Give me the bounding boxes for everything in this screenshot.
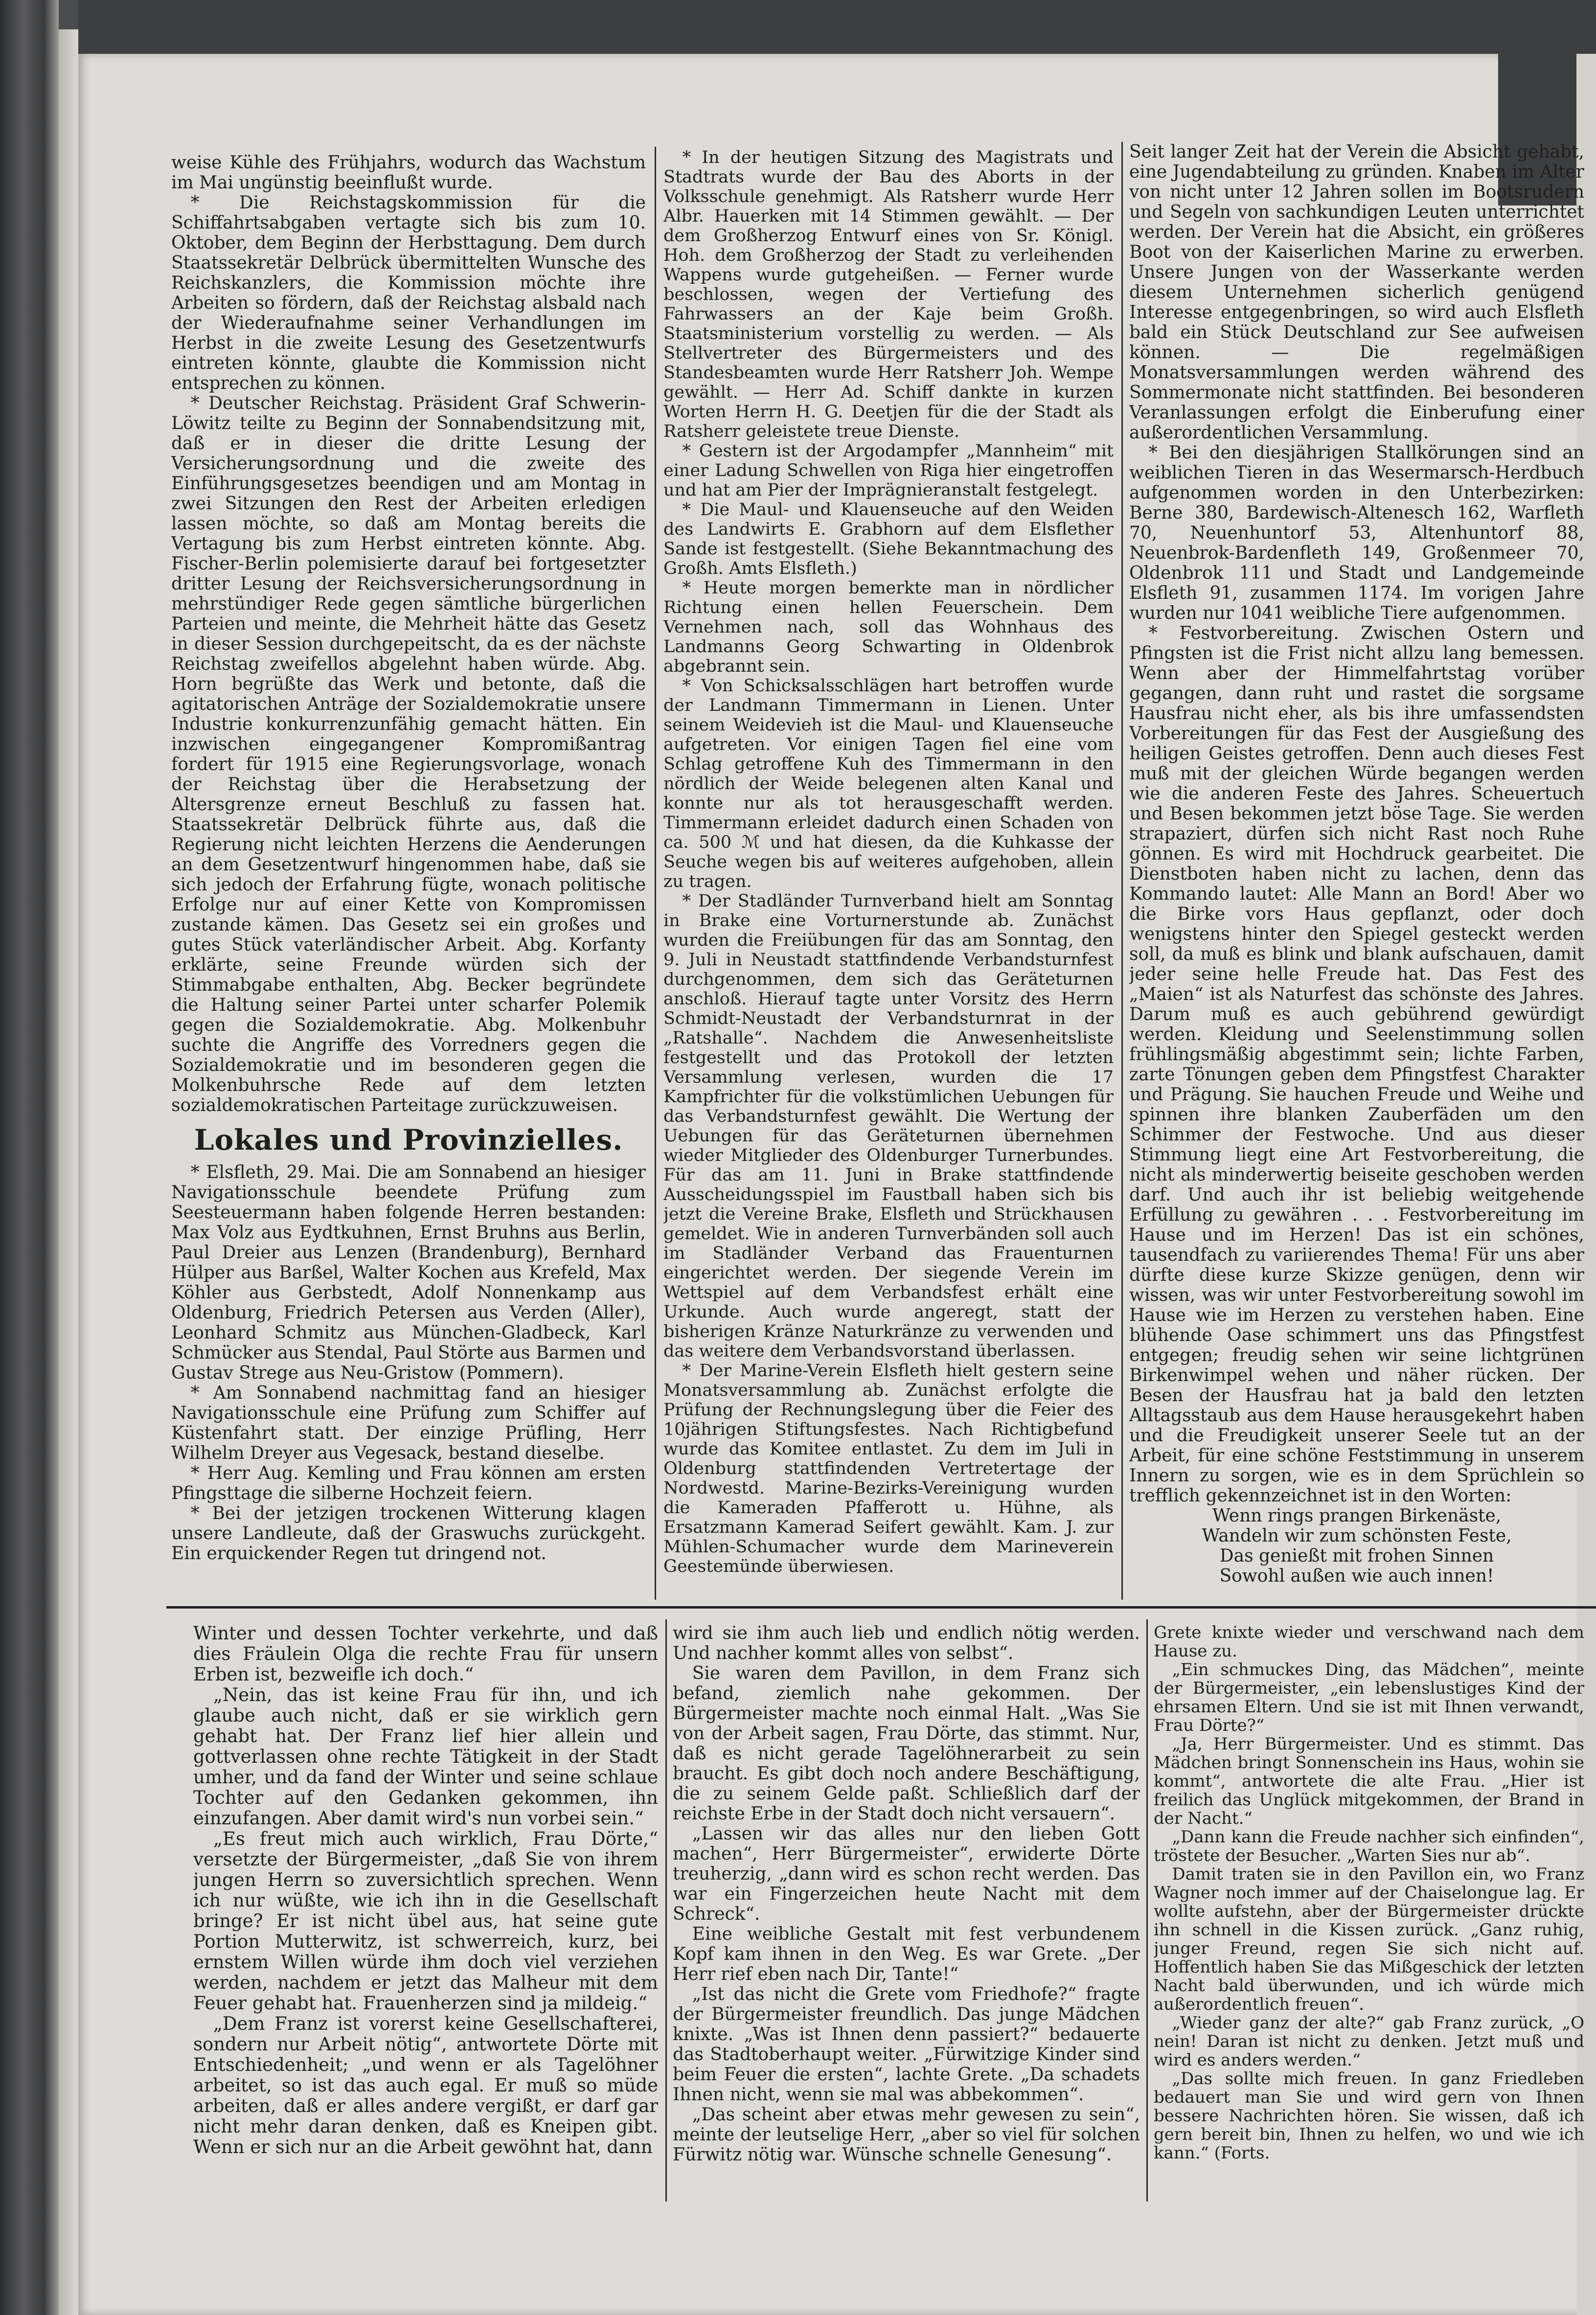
paragraph: „Ja, Herr Bürgermeister. Und es stimmt. Das Mädchen bringt Sonnenschein ins Haus, wohin sie kommt“, antwortete die alte Frau. „Hier ist freilich das Unglück mitgekommen, der Brand in der Nacht.“	[1154, 1734, 1584, 1828]
paragraph: Grete knixte wieder und verschwand nach dem Hause zu.	[1154, 1623, 1584, 1661]
paragraph: * Herr Aug. Kemling und Frau können am ersten Pfingsttage die silberne Hochzeit feiern.	[171, 1463, 646, 1503]
paragraph: * Die Reichstagskommission für die Schiffahrtsabgaben vertagte sich bis zum 10. Oktober, dem Beginn der Herbsttagung. Dem durch Staatssekretär Delbrück übermittelten Wunsche des Reichskanzlers, die Kommission möchte ihre Arbeiten so fördern, daß der Reichstag alsbald nach der Wiederaufnahme seiner Verhandlungen im Herbst in die zweite Lesung des Gesetzentwurfs eintreten könnte, glaubte die Kommission nicht entsprechen zu können.	[171, 193, 646, 393]
paragraph: * Bei der jetzigen trockenen Witterung klagen unsere Landleute, daß der Graswuchs zurückgeht. Ein erquickender Regen tut dringend not.	[171, 1503, 646, 1564]
paragraph: * Die Maul- und Klauenseuche auf den Weiden des Landwirts E. Grabhorn auf dem Elsflether Sande ist festgestellt. (Siehe Bekanntmachung des Großh. Amts Elsfleth.)	[663, 500, 1114, 578]
poem-line: Wandeln wir zum schönsten Feste,	[1202, 1526, 1512, 1546]
page-edge	[59, 29, 78, 2315]
paragraph: Eine weibliche Gestalt mit fest verbundenem Kopf kam ihnen in den Weg. Es war Grete. „Der Herr rief eben nach Dir, Tante!“	[673, 1924, 1140, 1984]
paragraph: „Nein, das ist keine Frau für ihn, und ich glaube auch nicht, daß er sie wirklich gern gehabt hat. Der Franz lief hier allein und gottverlassen ohne rechte Tätigkeit in der Stadt umher, und da fand der Winter und seine schlaue Tochter auf den Gedanken gekommen, ihn einzufangen. Aber damit wird's nun vorbei sein.“	[193, 1684, 658, 1829]
poem-line: Sowohl außen wie auch innen!	[1219, 1566, 1494, 1586]
poem-line: Wenn rings prangen Birkenäste,	[1212, 1506, 1502, 1526]
column-rule	[1146, 1619, 1148, 2202]
poem	[1129, 1506, 1584, 1586]
poem-line: Das genießt mit frohen Sinnen	[1219, 1546, 1494, 1566]
bottom-column-3	[1154, 1623, 1584, 2201]
paragraph: * Der Stadländer Turnverband hielt am Sonntag in Brake eine Vorturnerstunde ab. Zunächst wurden die Freiübungen für das am Sonntag, den 9. Juli in Neustadt stattfindende Verbandsturnfest durchgenommen, dem sich das Geräteturnen anschloß. Hierauf tagte unter Vorsitz des Herrn Schmidt-Neustadt der Verbandsturnrat in der „Ratshalle“. Nachdem die Anwesenheitsliste festgestellt und das Protokoll der letzten Versammlung verlesen, wurden die 17 Kampfrichter für die volkstümlichen Uebungen für das Verbandsturnfest gewählt. Die Wertung der Uebungen für das Geräteturnen übernehmen wieder Mitglieder des Oldenburger Turnerbundes. Für das am 11. Juni in Brake stattfindende Ausscheidungsspiel im Faustball haben sich bis jetzt die Vereine Brake, Elsfleth und Strückhausen gemeldet. Wie in anderen Turnverbänden soll auch im Stadländer Verband das Frauenturnen eingerichtet werden. Der siegende Verein im Wettspiel auf dem Verbandsfest erhält eine Urkunde. Auch wurde angeregt, statt der bisherigen Kränze Naturkränze zu verwenden und das weitere dem Verbandsvorstand überlassen.	[663, 891, 1114, 1361]
column-rule	[1121, 142, 1123, 1600]
paragraph: weise Kühle des Frühjahrs, wodurch das Wachstum im Mai ungünstig beeinflußt wurde.	[171, 153, 646, 193]
column-rule	[655, 147, 656, 1600]
column-rule	[665, 1619, 667, 2202]
paragraph: „Dann kann die Freude nachher sich einfinden“, tröstete der Besucher. „Warten Sies nur ab“.	[1154, 1827, 1584, 1865]
paragraph: * Von Schicksalsschlägen hart betroffen wurde der Landmann Timmermann in Lienen. Unter seinem Weidevieh ist die Maul- und Klauenseuche aufgetreten. Vor einigen Tagen fiel eine vom Schlag getroffene Kuh des Timmermann in den nördlich der Weide belegenen alten Kanal und konnte nur als tot herausgeschafft werden. Timmermann erleidet dadurch einen Schaden von ca. 500 ℳ und hat diesen, da die Kuhkasse der Seuche wegen bis auf weiteres aufgehoben, allein zu tragen.	[663, 676, 1114, 891]
paragraph: * Heute morgen bemerkte man in nördlicher Richtung einen hellen Feuerschein. Dem Vernehmen nach, soll das Wohnhaus des Landmanns Georg Schwarting in Oldenbrok abgebrannt sein.	[663, 578, 1114, 676]
paragraph: „Das scheint aber etwas mehr gewesen zu sein“, meinte der leutselige Herr, „aber so viel für solchen Fürwitz nötig war. Wünsche schnelle Genesung“.	[673, 2105, 1140, 2165]
section-heading: Lokales und Provinzielles.	[194, 1123, 623, 1157]
paragraph: * Am Sonnabend nachmittag fand an hiesiger Navigationsschule eine Prüfung zum Schiffer auf Küstenfahrt statt. Der einzige Prüfling, Herr Wilhelm Dreyer aus Vegesack, bestand dieselbe.	[171, 1383, 646, 1463]
paragraph: * Festvorbereitung. Zwischen Ostern und Pfingsten ist die Frist nicht allzu lang bemessen. Wenn aber der Himmelfahrtstag vorüber gegangen, dann ruht und rastet die sorgsame Hausfrau nicht eher, als bis ihre umfassendsten Vorbereitungen für das Fest der Ausgießung des heiligen Geistes getroffen. Denn auch dieses Fest muß mit der gleichen Würde begangen werden wie die anderen Feste des Jahres. Scheuertuch und Besen bekommen jetzt böse Tage. Sie werden strapaziert, dürfen sich nicht Rast noch Ruhe gönnen. Es wird mit Hochdruck gearbeitet. Die Dienstboten haben nicht zu lachen, denn das Kommando lautet: Alle Mann an Bord! Aber wo die Birke vors Haus gepflanzt, oder doch wenigstens hinter den Spiegel gesteckt werden soll, da muß es blink und blank aufschauen, damit jeder seine helle Freude hat. Das Fest des „Maien“ ist als Naturfest das schönste des Jahres. Darum muß es auch gebührend gewürdigt werden. Kleidung und Seelenstimmung sollen frühlingsmäßig abgestimmt sein; lichte Farben, zarte Tönungen geben dem Pfingstfest Charakter und Prägung. Sie hauchen Freude und Weihe und spinnen ihre blanken Zauberfäden um den Schimmer der Festwoche. Und aus dieser Stimmung liegt eine Art Festvorbereitung, die nicht als minderwertig beiseite geschoben werden darf. Und auch ihr ist beliebig weitgehende Erfüllung zu gewähren . . . Festvorbereitung im Hause und im Herzen! Das ist ein schönes, tausendfach zu variierendes Thema! Für uns aber dürfte diese kurze Skizze genügen, denn wir wissen, was wir unter Festvorbereitung sowohl im Hause wie im Herzen zu verstehen haben. Eine blühende Oase schimmert uns das Pfingstfest entgegen; freudig sehen wir seine lichtgrünen Birkenwimpel wehen und näher rücken. Der Besen der Hausfrau hat ja bald den letzten Alltagsstaub aus dem Hause herausgekehrt haben und die Freudigkeit unserer Seele tut an der Arbeit, für eine schöne Feststimmung in unserem Innern zu sorgen, wie es in dem Sprüchlein so trefflich gekennzeichnet ist in den Worten:	[1129, 623, 1584, 1506]
bottom-column-2	[673, 1623, 1140, 2201]
bottom-column-1	[193, 1623, 658, 2201]
paragraph: Winter und dessen Tochter verkehrte, und daß dies Fräulein Olga die rechte Frau für unsern Erben ist, bezweifle ich doch.“	[193, 1623, 658, 1685]
paragraph: * Bei den diesjährigen Stallkörungen sind an weiblichen Tieren in das Wesermarsch-Herdbuch aufgenommen worden in den Unterbezirken: Berne 380, Bardewisch-Altenesch 162, Warfleth 70, Neuenhuntorf 53, Altenhuntorf 88, Neuenbrok-Bardenfleth 149, Großenmeer 70, Oldenbrok 111 und Stadt und Landgemeinde Elsfleth 91, zusammen 1174. Im vorigen Jahre wurden nur 1041 weibliche Tiere aufgenommen.	[1129, 443, 1584, 623]
paragraph: Damit traten sie in den Pavillon ein, wo Franz Wagner noch immer auf der Chaiselongue lag. Er wollte aufstehn, aber der Bürgermeister drückte ihn schnell in die Kissen zurück. „Ganz ruhig, junger Freund, regen Sie sich nicht auf. Hoffentlich haben Sie das Mißgeschick der letzten Nacht bald überwunden, und ich würde mich außerordentlich freuen“.	[1154, 1864, 1584, 2014]
paragraph: „Es freut mich auch wirklich, Frau Dörte,“ versetzte der Bürgermeister, „daß Sie von ihrem jungen Herrn so zuversichtlich sprechen. Wenn ich nur wüßte, wie ich ihn in die Gesellschaft bringe? Er ist nicht übel aus, hat seine gute Portion Mutterwitz, ist schwerreich, kurz, bei ernstem Willen würde ihm doch viel verziehen werden, nachdem er jetzt das Malheur mit dem Feuer gehabt hat. Frauenherzen sind ja mildeig.“	[193, 1828, 658, 2014]
paragraph: „Lassen wir das alles nur den lieben Gott machen“, Herr Bürgermeister“, erwiderte Dörte treuherzig, „dann wird es schon recht werden. Das war ein Fingerzeichen heute Nacht mit dem Schreck“.	[673, 1824, 1140, 1924]
paragraph: wird sie ihm auch lieb und endlich nötig werden. Und nachher kommt alles von selbst“.	[673, 1623, 1140, 1663]
paragraph: * Gestern ist der Argodampfer „Mannheim“ mit einer Ladung Schwellen von Riga hier eingetroffen und hat am Pier der Imprägnieranstalt festgelegt.	[663, 441, 1114, 500]
paragraph: „Ist das nicht die Grete vom Friedhofe?“ fragte der Bürgermeister freundlich. Das junge Mädchen knixte. „Was ist Ihnen denn passiert?“ bedauerte das Stadtoberhaupt weiter. „Fürwitzige Kinder sind beim Feuer die ersten“, lachte Grete. „Da schadets Ihnen nicht, wenn sie mal was abbekommen“.	[673, 1984, 1140, 2105]
top-column-2	[663, 148, 1114, 1598]
paragraph: Seit langer Zeit hat der Verein die Absicht gehabt, eine Jugendabteilung zu gründen. Knaben im Alter von nicht unter 12 Jahren sollen im Bootsrudern und Segeln von sachkundigen Leuten unterrichtet werden. Der Verein hat die Absicht, ein größeres Boot von der Kaiserlichen Marine zu erwerben. Unsere Jungen von der Wasserkante werden diesem Unternehmen sicherlich genügend Interesse entgegenbringen, so wird auch Elsfleth bald ein Stück Deutschland zur See aufweisen können. — Die regelmäßigen Monatsversammlungen werden während des Sommermonate nicht stattfinden. Bei besonderen Veranlassungen erfolgt die Einberufung einer außerordentlichen Versammlung.	[1129, 142, 1584, 443]
paragraph: „Dem Franz ist vorerst keine Gesellschafterei, sondern nur Arbeit nötig“, antwortete Dörte mit Entschiedenheit; „und wenn er als Tagelöhner arbeitet, so ist das auch egal. Er muß so müde arbeiten, daß er alles andere vergißt, er darf gar nicht mehr daran denken, daß es Kneipen gibt. Wenn er sich nur an die Arbeit gewöhnt hat, dann	[193, 2013, 658, 2157]
paragraph: „Das sollte mich freuen. In ganz Friedleben bedauert man Sie und wird gern von Ihnen bessere Nachrichten hören. Sie wissen, daß ich gern bereit bin, Ihnen zu helfen, wo und wie ich kann.“ (Forts.	[1154, 2069, 1584, 2163]
paragraph: „Ein schmuckes Ding, das Mädchen“, meinte der Bürgermeister, „ein lebenslustiges Kind der ehrsamen Eltern. Und sie ist mit Ihnen verwandt, Frau Dörte?“	[1154, 1660, 1584, 1735]
paragraph: * Der Marine-Verein Elsfleth hielt gestern seine Monatsversammlung ab. Zunächst erfolgte die Prüfung der Rechnungslegung über die Feier des 10jährigen Stiftungsfestes. Nach Richtigbefund wurde das Komitee entlastet. Zu dem im Juli in Oldenburg stattfindenden Vertretertage der Nordwestd. Marine-Bezirks-Vereinigung wurden die Kameraden Pfafferott u. Hühne, als Ersatzmann Kamerad Seifert gewählt. Kam. J. zur Mühlen-Schumacher wurde dem Marineverein Geestemünde überwiesen.	[663, 1361, 1114, 1576]
paragraph: * In der heutigen Sitzung des Magistrats und Stadtrats wurde der Bau des Aborts in der Volksschule genehmigt. Als Ratsherr wurde Herr Albr. Hauerken mit 14 Stimmen gewählt. — Der dem Großherzog Entwurf eines von Sr. Königl. Hoh. dem Großherzog der Stadt zu verleihenden Wappens wurde gutgeheißen. — Ferner wurde beschlossen, wegen der Vertiefung des Fahrwassers an der Kaje beim Großh. Staatsministerium vorstellig zu werden. — Als Stellvertreter des Bürgermeisters und des Standesbeamten wurde Herr Ratsherr Joh. Wempe gewählt. — Herr Ad. Schiff dankte in kurzen Worten Herrn H. G. Deetjen für die der Stadt als Ratsherr geleistete treue Dienste.	[663, 148, 1114, 441]
scan-background-top	[78, 0, 1596, 54]
top-column-1	[171, 153, 646, 1601]
paragraph: * Deutscher Reichstag. Präsident Graf Schwerin-Löwitz teilte zu Beginn der Sonnabendsitzung mit, daß er in dieser die dritte Lesung der Versicherungsordnung und die zweite des Einführungsgesetzes beendigen und am Montag in zwei Sitzungen den Rest der Arbeiten erledigen lassen möchte, so daß am Montag bereits die Vertagung bis zum Herbst eintreten könnte. Abg. Fischer-Berlin polemisierte darauf bei fortgesetzter dritter Lesung der Reichsversicherungsordnung in mehrstündiger Rede gegen sämtliche bürgerlichen Parteien und meinte, die Mehrheit hätte das Gesetz in dieser Session durchgepeitscht, da es der nächste Reichstag zweifellos abgelehnt haben würde. Abg. Horn begrüßte das Werk und betonte, daß die agitatorischen Anträge der Sozialdemokratie unsere Industrie konkurrenzunfähig gemacht hätten. Ein inzwischen eingegangener Kompromißantrag fordert für 1915 eine Regierungsvorlage, wonach der Reichstag über die Herabsetzung der Altersgrenze erneut Beschluß zu fassen hat. Staatssekretär Delbrück führte aus, daß die Regierung nicht leichten Herzens die Aenderungen an dem Gesetzentwurf hingenommen habe, daß sie sich jedoch der Erfahrung fügte, wonach politische Erfolge nur auf einer Kette von Kompromissen zustande kämen. Das Gesetz sei ein großes und gutes Stück vaterländischer Arbeit. Abg. Korfanty erklärte, seine Freunde würden sich der Stimmabgabe enthalten, Abg. Becker begründete die Haltung seiner Partei unter scharfer Polemik gegen die Sozialdemokratie. Abg. Molkenbuhr suchte die Angriffe des Vorredners gegen die Sozialdemokratie und im besonderen gegen die Molkenbuhrsche Rede auf dem letzten sozialdemokratischen Parteitage zurückzuweisen.	[171, 393, 646, 1115]
top-column-3	[1129, 142, 1584, 1595]
book-binding	[0, 0, 59, 2315]
paragraph: * Elsfleth, 29. Mai. Die am Sonnabend an hiesiger Navigationsschule beendete Prüfung zum Seesteuermann haben folgende Herren bestanden: Max Volz aus Eydtkuhnen, Ernst Bruhns aus Berlin, Paul Dreier aus Lenzen (Brandenburg), Bernhard Hülper aus Barßel, Walter Kochen aus Krefeld, Max Köhler aus Gerbstedt, Adolf Nonnenkamp aus Oldenburg, Friedrich Petersen aus Verden (Aller), Leonhard Schmitz aus München-Gladbeck, Karl Schmücker aus Stendal, Paul Störte aus Barmen und Gustav Strege aus Neu-Gristow (Pommern).	[171, 1162, 646, 1383]
paragraph: „Wieder ganz der alte?“ gab Franz zurück, „O nein! Daran ist nicht zu denken. Jetzt muß und wird es anders werden.“	[1154, 2013, 1584, 2070]
paragraph: Sie waren dem Pavillon, in dem Franz sich befand, ziemlich nahe gekommen. Der Bürgermeister machte noch einmal Halt. „Was Sie von der Arbeit sagen, Frau Dörte, das stimmt. Nur, daß es nicht gerade Tagelöhnerarbeit zu sein braucht. Es gibt doch noch andere Beschäftigung, die zu seinem Gelde paßt. Schließlich darf der reichste Erbe in der Stadt doch nicht versauern“.	[673, 1663, 1140, 1824]
section-divider	[166, 1606, 1596, 1609]
